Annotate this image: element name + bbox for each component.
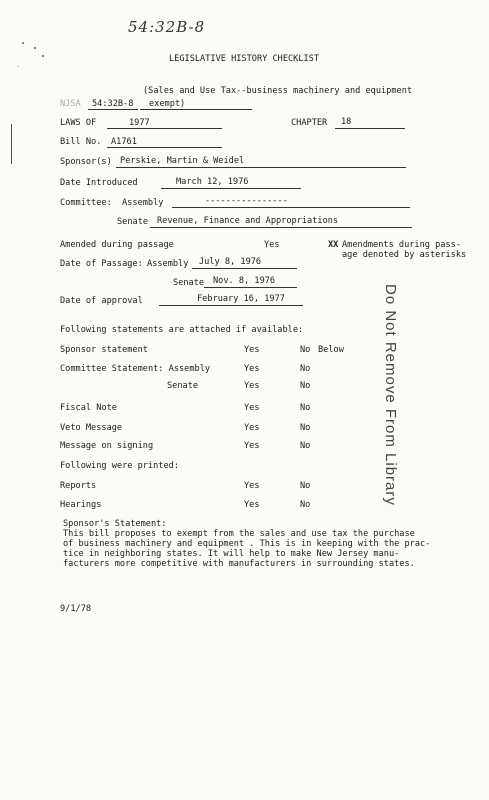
printed-row-label: Reports [60,481,97,491]
subject-line-1: (Sales and Use Tax--business machinery and equipment [143,86,413,96]
attached-row-label: Committee Statement: Assembly [60,364,211,374]
attached-row-yes: Yes [244,345,260,355]
chapter-label: CHAPTER [291,118,328,128]
attached-row-label: Sponsor statement [60,345,148,355]
passage-senate-value: Nov. 8, 1976 [213,276,276,286]
date-introduced-underline [161,188,301,189]
approval-value: February 16, 1977 [197,294,285,304]
printed-heading: Following were printed: [60,461,179,471]
printed-row-no: No [300,481,311,491]
committee-label: Committee: [60,198,112,208]
passage-assembly-label: Assembly [147,259,189,269]
statement-line: tice in neighboring states. It will help to make New Jersey manu- [63,549,400,559]
njsa-underline [88,109,138,110]
bill-value: A1761 [111,137,137,147]
attached-row-label: Senate [167,381,199,391]
approval-label: Date of approval [60,296,143,306]
laws-of-value: 1977 [129,118,150,128]
passage-assembly-value: July 8, 1976 [199,257,262,267]
laws-of-label: LAWS OF [60,118,97,128]
passage-assembly-underline [192,268,297,269]
printed-row-yes: Yes [244,481,260,491]
attached-row-yes: Yes [244,423,260,433]
attached-heading: Following statements are attached if available: [60,325,304,335]
njsa-value: 54:32B-8 [92,99,134,109]
date-of-passage-label: Date of Passage: [60,259,143,269]
date-introduced-label: Date Introduced [60,178,138,188]
committee-assembly-underline [172,207,410,208]
attached-row-label: Message on signing [60,441,154,451]
sponsor-label: Sponsor(s) [60,157,112,167]
amend-note-2: age denoted by asterisks [342,250,467,260]
njsa-label: NJSA [60,99,81,109]
attached-row-label: Veto Message [60,423,123,433]
attached-row-no: No [300,423,311,433]
laws-of-underline [107,128,222,129]
passage-senate-label: Senate [173,278,205,288]
subject-line-2: exempt) [149,99,186,109]
attached-row-no: No [300,403,311,413]
attached-row-yes: Yes [244,441,260,451]
date-introduced-value: March 12, 1976 [176,177,249,187]
handwritten-number: 54:32B-8 [128,18,206,36]
committee-assembly-value: ---------------- [205,196,288,206]
scan-speck [18,66,19,67]
attached-row-label: Fiscal Note [60,403,117,413]
statement-heading: Sponsor's Statement: [63,519,167,529]
sponsor-underline [116,167,406,168]
attached-row-note: Below [318,345,344,355]
printed-row-no: No [300,500,311,510]
amended-label: Amended during passage [60,240,174,250]
attached-row-yes: Yes [244,364,260,374]
page-title: LEGISLATIVE HISTORY CHECKLIST [169,54,320,64]
committee-senate-label: Senate [117,217,149,227]
printed-row-label: Hearings [60,500,102,510]
chapter-value: 18 [341,117,352,127]
approval-underline [159,305,303,306]
statement-line: facturers more competitive with manufacturers in surrounding states. [63,559,415,569]
attached-row-no: No [300,441,311,451]
footer-date: 9/1/78 [60,604,92,614]
scan-speck [42,55,44,57]
library-stamp: Do Not Remove From Library [382,284,399,506]
scan-speck [22,42,24,44]
sponsor-value: Perskie, Martin & Weidel [120,156,245,166]
amend-note-1: Amendments during pass- [342,240,461,250]
chapter-underline [335,128,405,129]
attached-row-no: No [300,364,311,374]
printed-row-yes: Yes [244,500,260,510]
statement-line: This bill proposes to exempt from the sales and use tax the purchase [63,529,415,539]
attached-row-yes: Yes [244,381,260,391]
amended-yes: Yes [264,240,280,250]
bill-label: Bill No. [60,137,102,147]
committee-assembly-label: Assembly [122,198,164,208]
scan-speck [34,47,36,49]
statement-line: of business machinery and equipment . This is in keeping with the prac- [63,539,431,549]
attached-row-yes: Yes [244,403,260,413]
committee-senate-underline [150,227,412,228]
amended-mark: XX [328,240,339,250]
committee-senate-value: Revenue, Finance and Appropriations [157,216,339,226]
attached-row-no: No [300,345,311,355]
margin-rule [11,124,12,164]
passage-senate-underline [204,287,297,288]
attached-row-no: No [300,381,311,391]
bill-underline [107,147,222,148]
subject-underline [140,109,252,110]
